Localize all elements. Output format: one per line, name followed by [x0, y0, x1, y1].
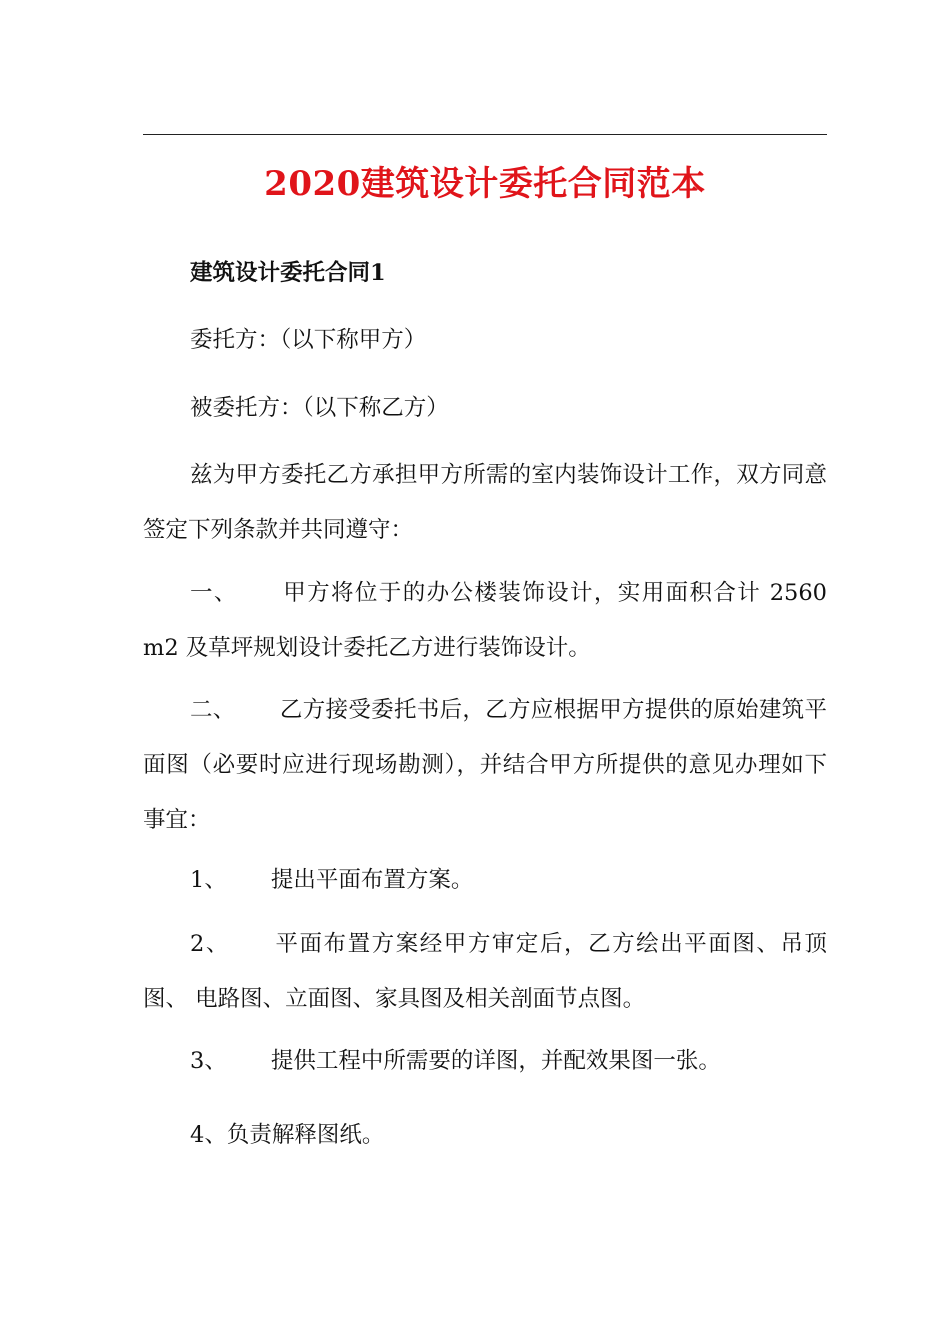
header-rule [143, 134, 827, 135]
item-number: 4、 [190, 1122, 227, 1148]
item-text: 平面布置方案经甲方审定后，乙方绘出平面图、吊顶图、 电路图、立面图、家具图及相关剖面节点图。 [143, 931, 827, 1012]
section-heading: 建筑设计委托合同1 [190, 260, 386, 286]
clause-number: 二、 [190, 697, 236, 723]
contractor-line: 被委托方：（以下称乙方） [190, 395, 449, 421]
intro-paragraph: 兹为甲方委托乙方承担甲方所需的室内装饰设计工作，双方同意签定下列条款并共同遵守： [143, 462, 827, 543]
item-text: 负责解释图纸。 [226, 1122, 385, 1148]
document-title: 2020建筑设计委托合同范本 [264, 163, 706, 204]
clause-text: 甲方将位于的办公楼装饰设计，实用面积合计 2560 m2 及草坪规划设计委托乙方进行装饰设计。 [143, 580, 827, 661]
clause-1 [143, 566, 827, 676]
item-3 [143, 1034, 827, 1089]
item-1 [143, 853, 827, 908]
clause-number: 一、 [190, 580, 238, 606]
item-text: 提出平面布置方案。 [270, 867, 474, 893]
item-4 [143, 1108, 827, 1163]
clause-2 [143, 683, 827, 848]
item-text: 提供工程中所需要的详图，并配效果图一张。 [270, 1048, 721, 1074]
item-number: 3、 [190, 1048, 227, 1074]
item-2 [143, 917, 827, 1027]
client-line: 委托方：（以下称甲方） [190, 327, 427, 353]
item-number: 1、 [190, 867, 227, 893]
item-number: 2、 [190, 931, 230, 957]
clause-text: 乙方接受委托书后，乙方应根据甲方提供的原始建筑平面图（必要时应进行现场勘测），并结合甲方所提供的意见办理如下事宜： [143, 697, 827, 833]
